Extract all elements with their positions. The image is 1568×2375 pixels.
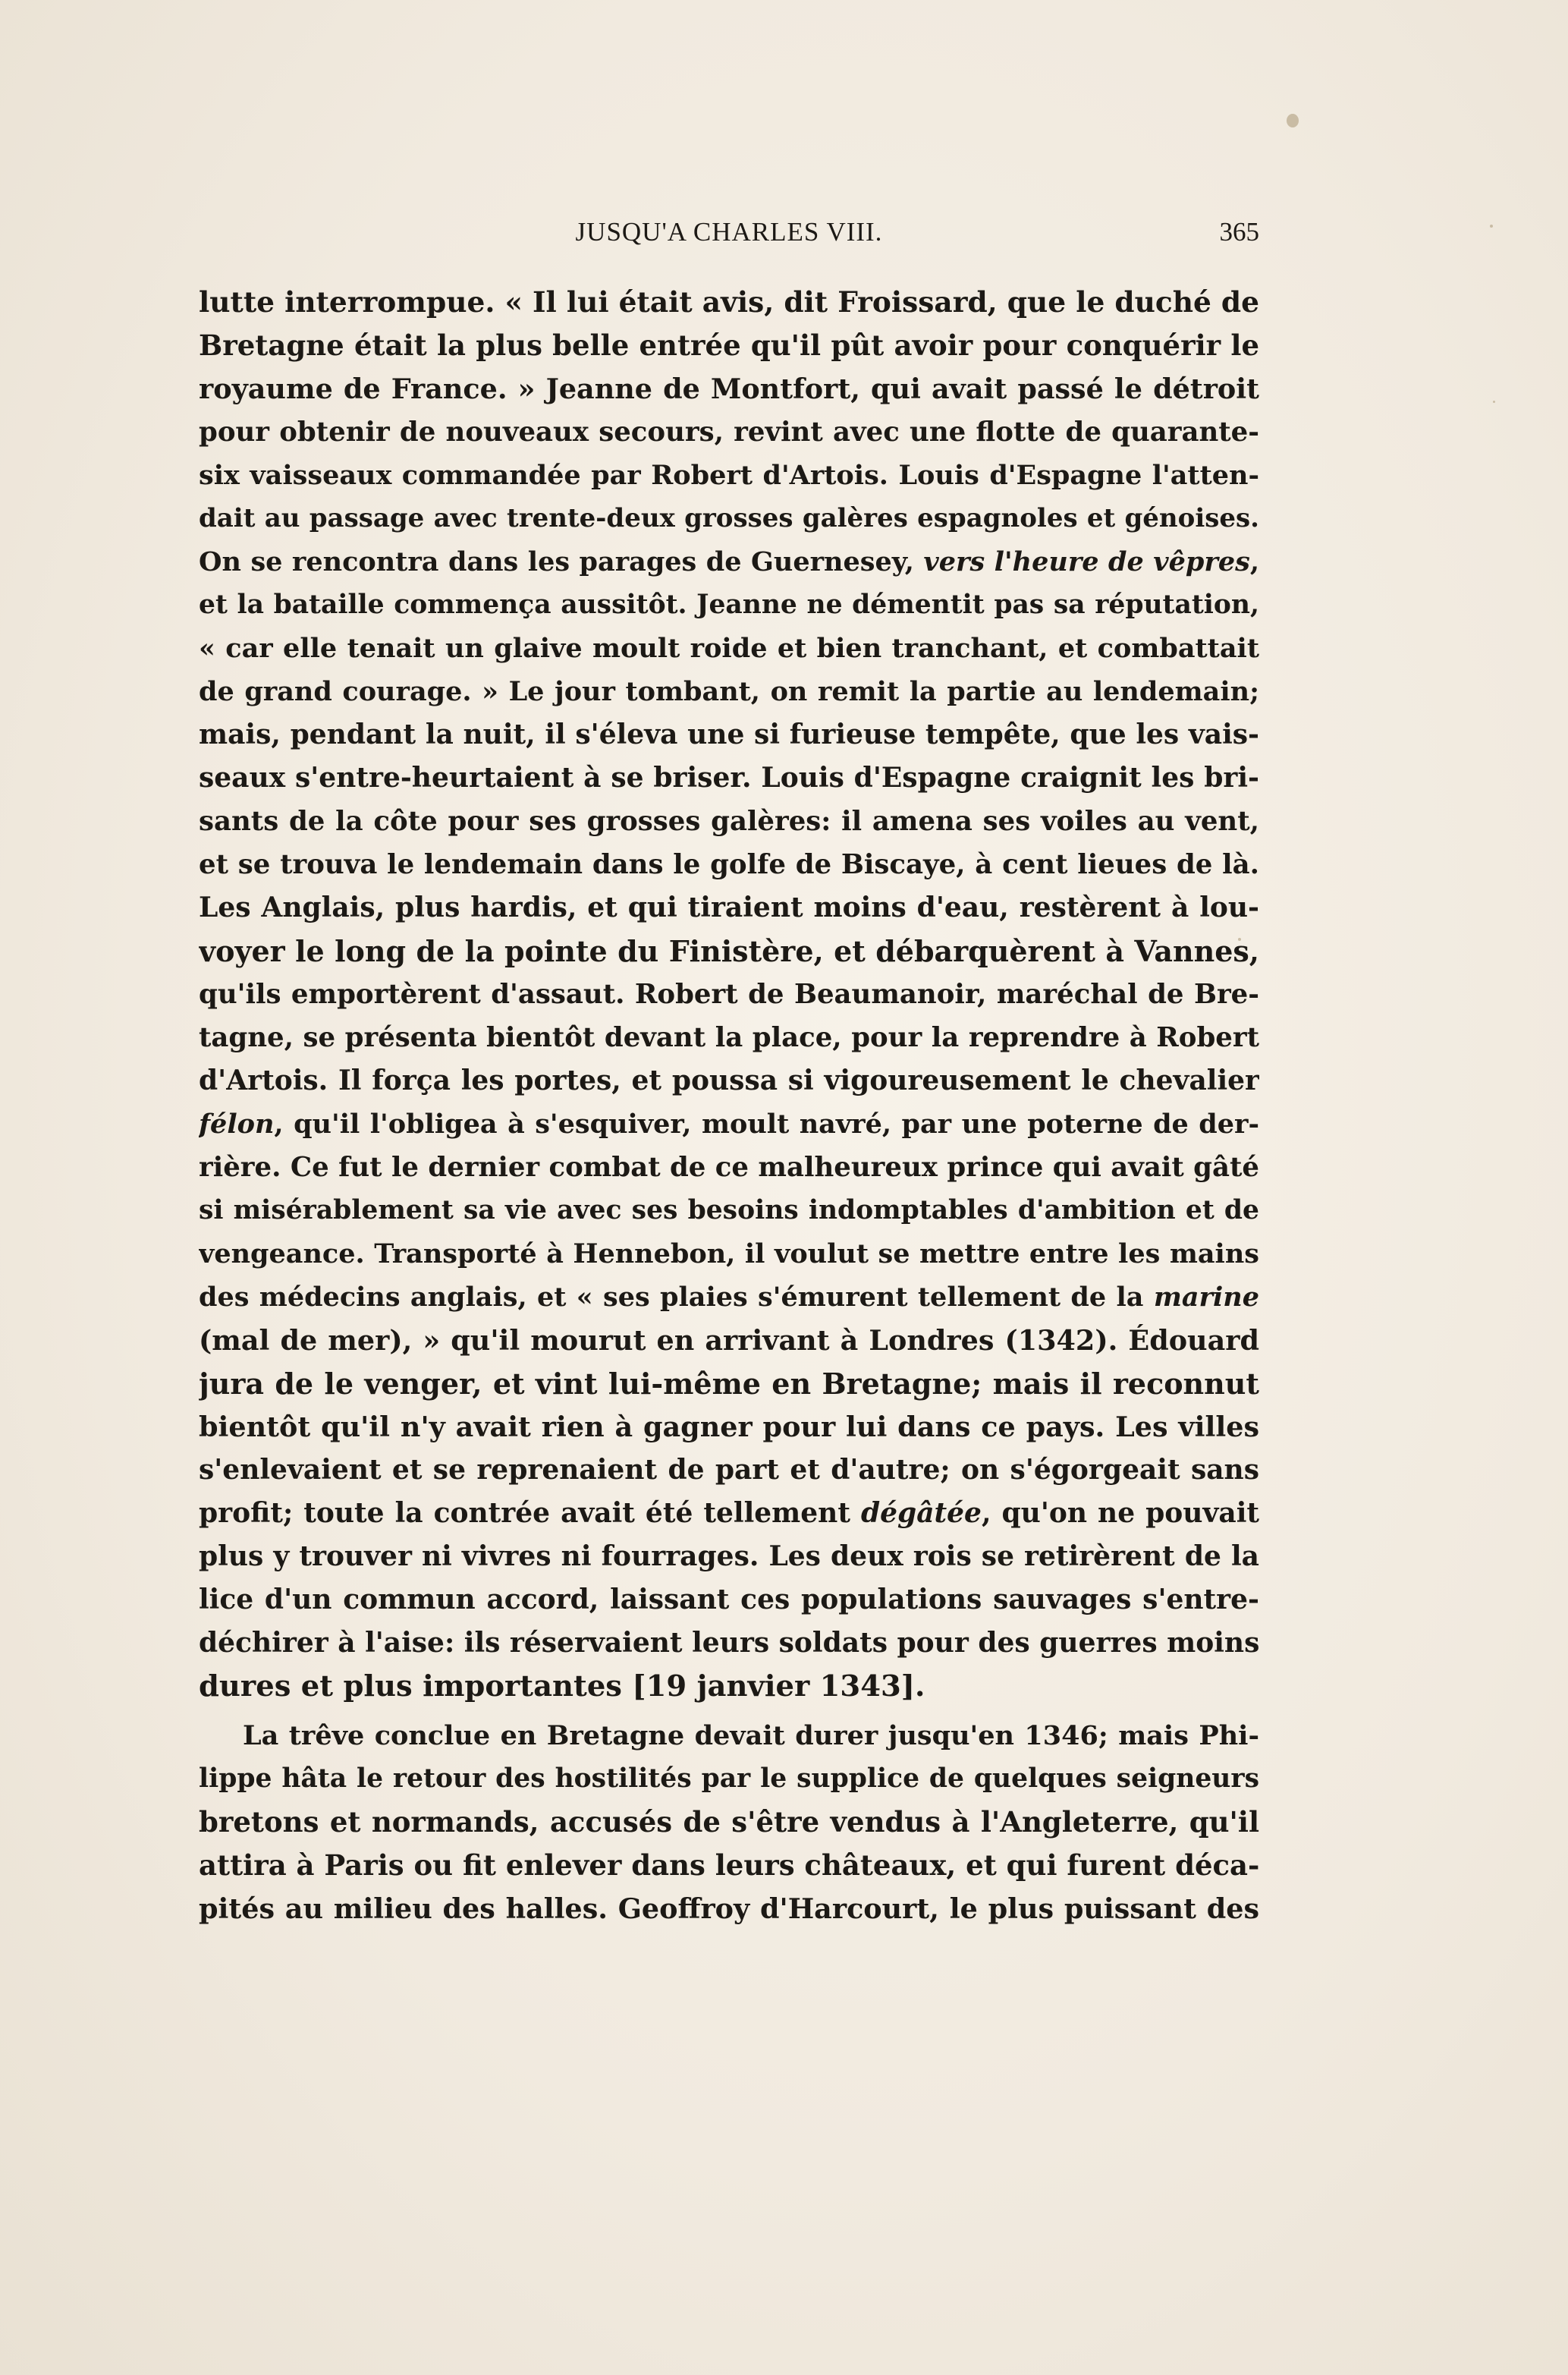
page-header — [199, 212, 1259, 258]
text-line: lice d'un commun accord, laissant ces populations sauvages s'entre- — [199, 1584, 1259, 1615]
text-line: « car elle tenait un glaive moult roide et bien tranchant, et combattait — [199, 633, 1259, 664]
text-line: bretons et normands, accusés de s'être vendus à l'Angleterre, qu'il — [199, 1805, 1259, 1839]
paper-speck — [1287, 114, 1299, 127]
text-line: qu'ils emportèrent d'assaut. Robert de Beaumanoir, maréchal de Bre- — [199, 979, 1259, 1010]
running-title: JUSQU'A CHARLES VIII. — [575, 217, 883, 247]
text-line: six vaisseaux commandée par Robert d'Artois. Louis d'Espagne l'atten- — [199, 460, 1259, 491]
text-line: de grand courage. » Le jour tombant, on remit la partie au lendemain; — [199, 676, 1259, 707]
text-line: profit; toute la contrée avait été tellement dégâtée, qu'on ne pouvait — [199, 1497, 1259, 1529]
text-line: rière. Ce fut le dernier combat de ce malheureux prince qui avait gâté — [199, 1152, 1259, 1183]
text-line: et se trouva le lendemain dans le golfe de Biscaye, à cent lieues de là. — [199, 849, 1259, 880]
text-line: voyer le long de la pointe du Finistère, et débarquèrent à Vannes, — [199, 934, 1259, 968]
italic-phrase: marine — [1153, 1282, 1259, 1313]
paragraph-gap — [199, 1708, 1259, 1714]
text-line: seaux s'entre-heurtaient à se briser. Louis d'Espagne craignit les bri- — [199, 762, 1259, 794]
text-line: royaume de France. » Jeanne de Montfort, qui avait passé le détroit — [199, 373, 1259, 405]
paper-speck — [1490, 225, 1493, 228]
italic-phrase: félon — [199, 1109, 275, 1140]
text-line: félon, qu'il l'obligea à s'esquiver, moult navré, par une poterne de der- — [199, 1109, 1259, 1140]
text-line: plus y trouver ni vivres ni fourrages. Les deux rois se retirèrent de la — [199, 1540, 1259, 1572]
text-line: La trêve conclue en Bretagne devait durer jusqu'en 1346; mais Phi- — [243, 1720, 1259, 1751]
text-line: s'enlevaient et se reprenaient de part et d'autre; on s'égorgeait sans — [199, 1454, 1259, 1486]
text-line: Bretagne était la plus belle entrée qu'il pût avoir pour conquérir le — [199, 329, 1259, 362]
page-number: 365 — [1219, 217, 1259, 247]
text-line: et la bataille commença aussitôt. Jeanne ne démentit pas sa réputation, — [199, 590, 1259, 620]
text-line: lutte interrompue. « Il lui était avis, dit Froissard, que le duché de — [199, 285, 1259, 319]
text-line: pour obtenir de nouveaux secours, revint avec une flotte de quarante- — [199, 417, 1259, 448]
text-line: vengeance. Transporté à Hennebon, il voulut se mettre entre les mains — [199, 1238, 1259, 1269]
text-line: mais, pendant la nuit, il s'éleva une si furieuse tempête, que les vais- — [199, 719, 1259, 750]
paragraph — [199, 281, 1259, 1708]
text-line: si misérablement sa vie avec ses besoins indomptables d'ambition et de — [199, 1195, 1259, 1225]
text-line: lippe hâta le retour des hostilités par le supplice de quelques seigneurs — [199, 1763, 1259, 1794]
text-line: On se rencontra dans les parages de Guernesey, vers l'heure de vêpres, — [199, 546, 1259, 577]
italic-phrase: vers l'heure de vêpres — [923, 546, 1250, 577]
body-text — [199, 281, 1259, 1930]
text-line: dait au passage avec trente-deux grosses galères espagnoles et génoises. — [199, 503, 1259, 533]
text-line: (mal de mer), » qu'il mourut en arrivant à Londres (1342). Édouard — [199, 1324, 1259, 1357]
italic-phrase: dégâtée — [860, 1497, 982, 1529]
text-line: bientôt qu'il n'y avait rien à gagner pour lui dans ce pays. Les villes — [199, 1411, 1259, 1443]
text-line: pités au milieu des halles. Geoffroy d'Harcourt, le plus puissant des — [199, 1892, 1259, 1925]
text-line: attira à Paris ou fit enlever dans leurs châteaux, et qui furent déca- — [199, 1848, 1259, 1882]
paper-speck — [1493, 401, 1495, 403]
text-line: déchirer à l'aise: ils réservaient leurs soldats pour des guerres moins — [199, 1627, 1259, 1659]
text-line: dures et plus importantes [19 janvier 1343]. — [199, 1669, 925, 1703]
text-line: des médecins anglais, et « ses plaies s'émurent tellement de la marine — [199, 1282, 1259, 1313]
text-line: jura de le venger, et vint lui-même en Bretagne; mais il reconnut — [199, 1367, 1259, 1401]
text-line: Les Anglais, plus hardis, et qui tiraient moins d'eau, restèrent à lou- — [199, 892, 1259, 923]
text-line: d'Artois. Il força les portes, et poussa si vigoureusement le chevalier — [199, 1065, 1259, 1096]
text-line: tagne, se présenta bientôt devant la place, pour la reprendre à Robert — [199, 1022, 1259, 1053]
paragraph — [199, 1714, 1259, 1930]
text-line: sants de la côte pour ses grosses galères: il amena ses voiles au vent, — [199, 806, 1259, 837]
